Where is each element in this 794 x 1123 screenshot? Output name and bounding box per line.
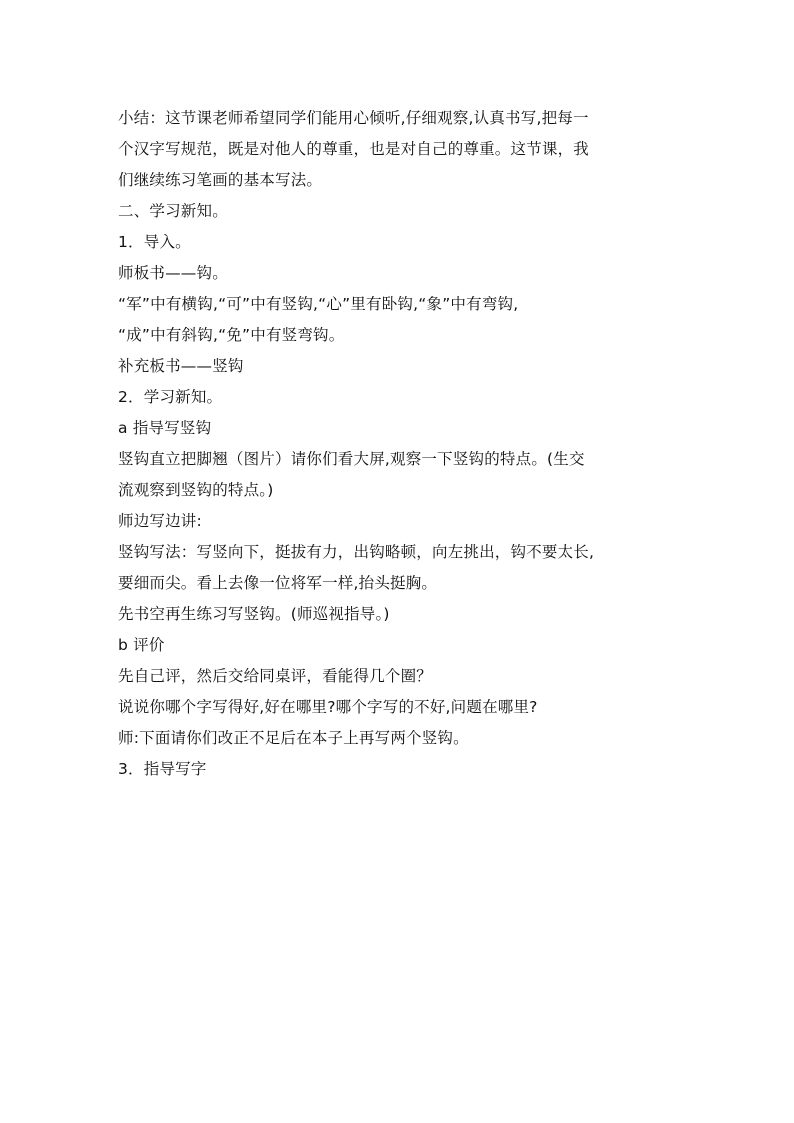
text-line-method-1: 竖钩写法：写竖向下，挺拔有力，出钩略顿，向左挑出，钩不要太长, <box>118 543 595 561</box>
text-line-board-hook: 师板书——钩。 <box>118 264 228 282</box>
text-line-peer-review: 先自己评，然后交给同桌评，看能得几个圈？ <box>118 667 433 685</box>
text-line-correct: 师:下面请你们改正不足后在本子上再写两个竖钩。 <box>118 729 469 747</box>
text-line-board-vertical-hook: 补充板书——竖钩 <box>118 357 244 375</box>
text-line-observe-1: 竖钩直立把脚翘（图片）请你们看大屏,观察一下竖钩的特点。(生交 <box>118 450 585 468</box>
text-line-hook-examples-2: “成”中有斜钩,“免”中有竖弯钩。 <box>118 326 345 344</box>
subheading-guide-vertical-hook: a 指导写竖钩 <box>118 419 212 437</box>
subheading-intro: 1．导入。 <box>118 233 191 251</box>
subheading-evaluation: b 评价 <box>118 636 165 654</box>
text-line-summary-2: 个汉字写规范，既是对他人的尊重，也是对自己的尊重。这节课，我 <box>118 140 590 158</box>
text-line-summary-1: 小结：这节课老师希望同学们能用心倾听,仔细观察,认真书写,把每一 <box>118 109 589 127</box>
text-line-hook-examples-1: “军”中有横钩,“可”中有竖钩,“心”里有卧钩,“象”中有弯钩, <box>118 295 519 313</box>
document-body <box>118 103 686 785</box>
text-line-method-2: 要细而尖。看上去像一位将军一样,抬头挺胸。 <box>118 574 438 592</box>
text-line-summary-3: 们继续练习笔画的基本写法。 <box>118 171 323 189</box>
subheading-guide-writing: 3．指导写字 <box>118 760 207 778</box>
section-heading-learn-new: 二、学习新知。 <box>118 202 228 220</box>
text-line-observe-2: 流观察到竖钩的特点。) <box>118 481 274 499</box>
subheading-learn-new: 2．学习新知。 <box>118 388 223 406</box>
text-line-discuss: 说说你哪个字写得好,好在哪里?哪个字写的不好,问题在哪里? <box>118 698 538 716</box>
text-line-teacher-writes: 师边写边讲: <box>118 512 202 530</box>
text-line-practice: 先书空再生练习写竖钩。(师巡视指导。) <box>118 605 390 623</box>
